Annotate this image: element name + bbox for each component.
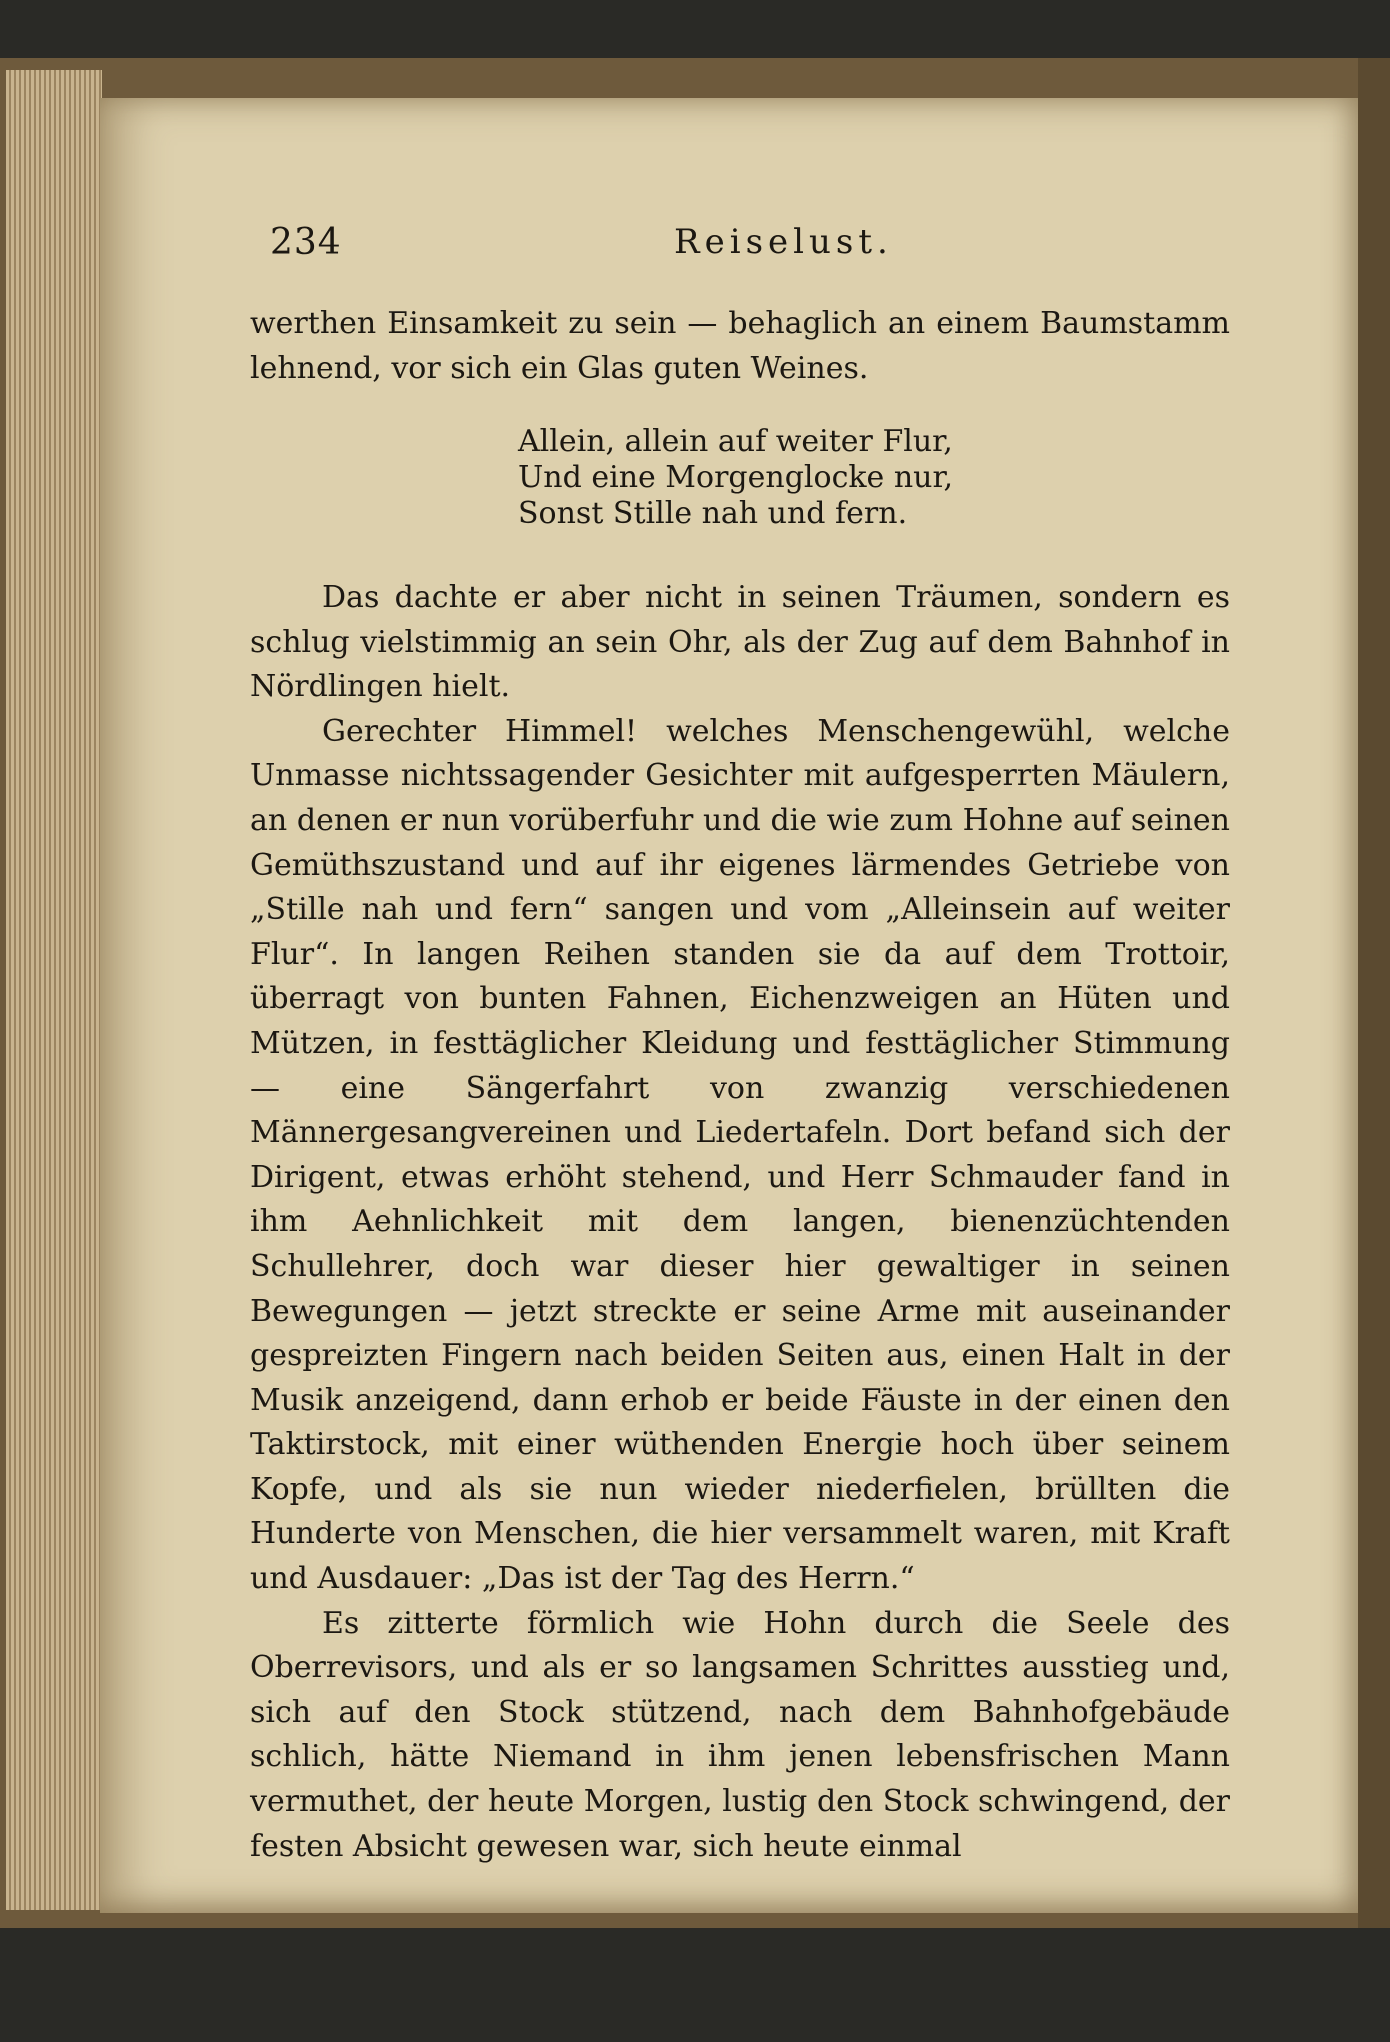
paragraph: Es zitterte förmlich wie Hohn durch die Seele des Oberrevisors, und als er so langsamen Schrittes ausstieg und, sich auf den Stock stützend, nach dem Bahnhofgebäude schlich, hätte Niemand in ihm jenen lebensfrischen Mann vermuthet, der heute Morgen, lustig den Stock schwingend, der festen Absicht gewesen war, sich heute einmal (250, 1605, 1230, 1864)
page-edges (6, 70, 102, 1910)
verse-line: Und eine Morgenglocke nur, (518, 460, 954, 495)
paragraph: Gerechter Himmel! welches Menschengewühl, welche Unmasse nichtssagender Gesichter mit aufgesperrten Mäulern, an denen er nun vorüberfuhr und die wie zum Hohne auf seinen Gemüthszustand und auf ihr eigenes lärmendes Getriebe von „Stille nah und fern“ sangen und vom „Alleinsein auf weiter Flur“. In langen Reihen standen sie da auf dem Trottoir, überragt von bunten Fahnen, Eichenzweigen an Hüten und Mützen, in festtäglicher Kleidung und festtäglicher Stimmung — eine Sängerfahrt von zwanzig verschiedenen Männergesangvereinen und Liedertafeln. Dort befand sich der Dirigent, etwas erhöht stehend, und Herr Schmauder fand in ihm Aehnlichkeit mit dem langen, bienenzüchtenden Schullehrer, doch war dieser hier gewaltiger in seinen Bewegungen — jetzt streckte er seine Arme mit auseinander gespreizten Fingern nach beiden Seiten aus, einen Halt in der Musik anzeigend, dann erhob er beide Fäuste in der einen den Taktirstock, mit einer wüthenden Energie hoch über seinem Kopfe, und als sie nun wieder niederfielen, brüllten die Hunderte von Menschen, die hier versammelt waren, mit Kraft und Ausdauer: „Das ist der Tag des Herrn.“ (250, 713, 1230, 1597)
verse-quote (518, 424, 1078, 532)
body-text-main (250, 576, 1230, 1869)
verse-line: Allein, allein auf weiter Flur, (518, 424, 953, 459)
running-title: Reiselust. (674, 222, 893, 262)
page-number: 234 (270, 222, 342, 263)
paragraph-continuation: werthen Einsamkeit zu sein — behaglich an einem Baumstamm lehnend, vor sich ein Glas guten Weines. (250, 306, 1230, 386)
page-header (270, 222, 893, 272)
paragraph: Das dachte er aber nicht in seinen Träumen, sondern es schlug vielstimmig an sein Ohr, als der Zug auf dem Bahnhof in Nördlingen hielt. (250, 580, 1230, 705)
verse-line: Sonst Stille nah und fern. (518, 496, 908, 531)
body-text-top (250, 302, 1230, 391)
book-spine (1358, 58, 1390, 1928)
